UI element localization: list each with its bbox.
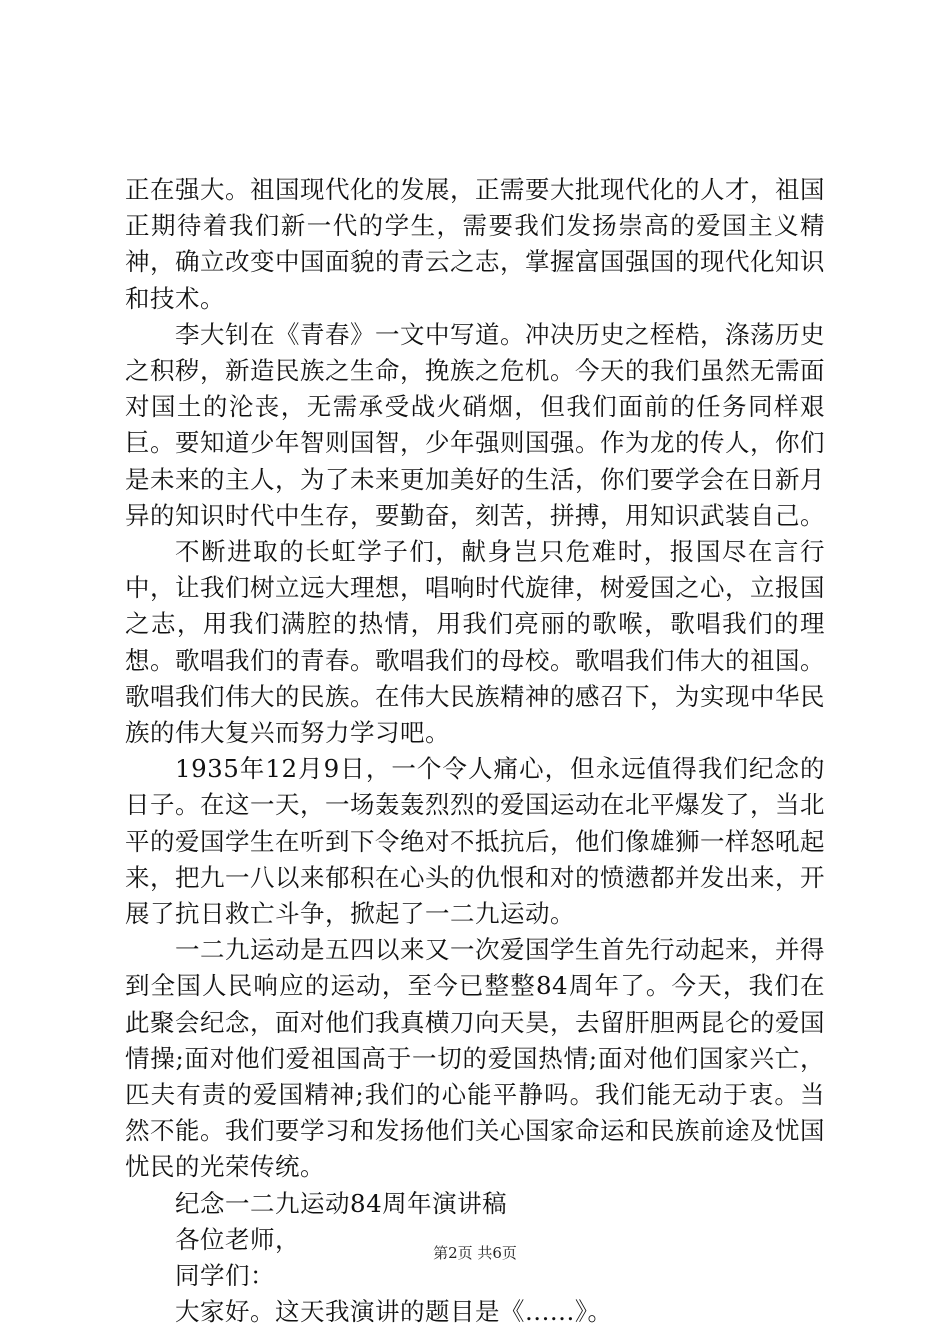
- greeting-students: 同学们：: [175, 1261, 275, 1291]
- paragraph-1935: 1935年12月9日，一个令人痛心，但永远值得我们纪念的日子。在这一天，一场轰轰烈烈的爱国运动在北平爆发了，当北平的爱国学生在听到下令绝对不抵抗后，他们像雄狮一样怒吼起来，把九一八以来郁积在心头的仇恨和对的愤懑都并发出来，开展了抗日救亡斗争，掀起了一二九运动。: [125, 754, 825, 929]
- speech-intro-line: 大家好。这天我演讲的题目是《......》。: [175, 1297, 613, 1327]
- paragraph-129-movement: 一二九运动是五四以来又一次爱国学生首先行动起来，并得到全国人民响应的运动，至今已整整84周年了。今天，我们在此聚会纪念，面对他们我真横刀向天昊，去留肝胆两昆仑的爱国情操;面对他们爱祖国高于一切的爱国热情;面对他们国家兴亡，匹夫有责的爱国精神;我们的心能平静吗。我们能无动于衷。当然不能。我们要学习和发扬他们关心国家命运和民族前途及忧国忧民的光荣传统。: [125, 935, 825, 1182]
- speech-title-line: 纪念一二九运动84周年演讲稿: [175, 1188, 508, 1218]
- paragraph-continuation: 正在强大。祖国现代化的发展，正需要大批现代化的人才，祖国正期待着我们新一代的学生，需要我们发扬崇高的爱国主义精神，确立改变中国面貌的青云之志，掌握富国强国的现代化知识和技术。: [125, 175, 825, 313]
- paragraph-changhong-students: 不断进取的长虹学子们，献身岂只危难时，报国尽在言行中，让我们树立远大理想，唱响时代旋律，树爱国之心，立报国之志，用我们满腔的热情，用我们亮丽的歌喉，歌唱我们的理想。歌唱我们的青春。歌唱我们的母校。歌唱我们伟大的祖国。歌唱我们伟大的民族。在伟大民族精神的感召下，为实现中华民族的伟大复兴而努力学习吧。: [125, 537, 825, 748]
- page-number-footer: 第2页 共6页: [433, 1244, 517, 1262]
- document-body: [125, 172, 825, 1331]
- greeting-teachers: 各位老师，: [175, 1224, 300, 1254]
- paragraph-li-dazhao: 李大钊在《青春》一文中写道。冲决历史之桎梏，涤荡历史之积秽，新造民族之生命，挽族之危机。今天的我们虽然无需面对国土的沦丧，无需承受战火硝烟，但我们面前的任务同样艰巨。要知道少年智则国智，少年强则国强。作为龙的传人，你们是未来的主人，为了未来更加美好的生活，你们要学会在日新月异的知识时代中生存，要勤奋，刻苦，拼搏，用知识武装自己。: [125, 319, 825, 530]
